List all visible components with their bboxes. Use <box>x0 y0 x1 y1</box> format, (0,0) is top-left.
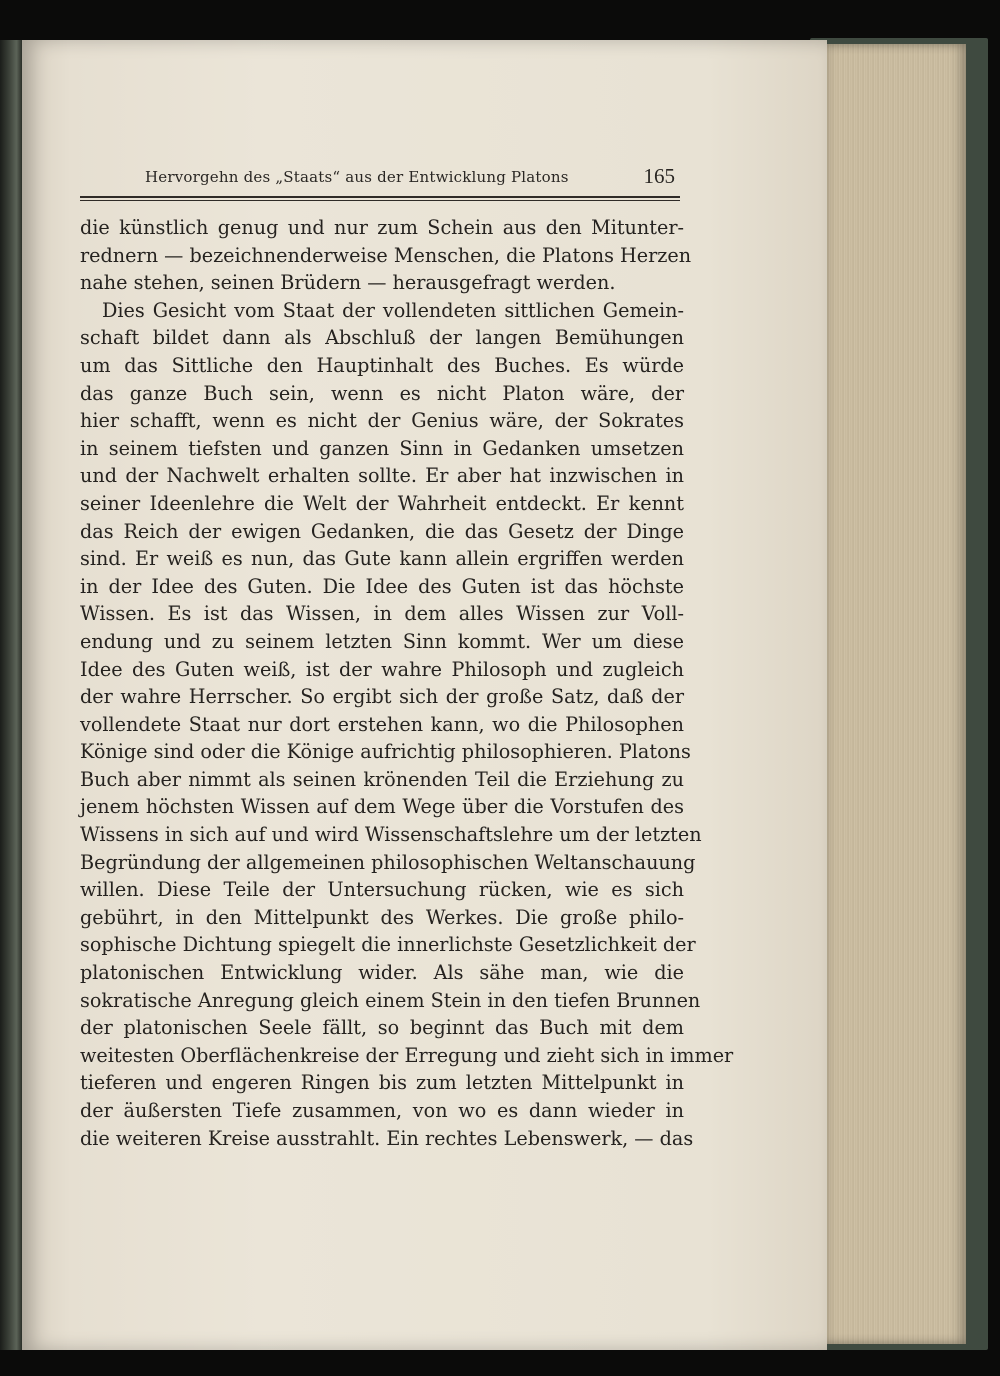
page-block-edges <box>820 44 966 1344</box>
text-line: tieferen und engeren Ringen bis zum letzten Mittelpunkt in <box>80 1071 684 1095</box>
header-rule <box>80 196 680 198</box>
text-line: der äußersten Tiefe zusammen, von wo es dann wieder in <box>80 1099 684 1122</box>
text-line: sophische Dichtung spiegelt die innerlichste Gesetzlichkeit der <box>80 933 696 957</box>
text-line: Wissen. Es ist das Wissen, in dem alles Wissen zur Voll- <box>80 602 684 626</box>
body-text <box>80 214 734 1152</box>
text-line: um das Sittliche den Hauptinhalt des Buches. Es würde <box>80 353 684 377</box>
text-line: die künstlich genug und nur zum Schein aus den Mitunter- <box>80 216 684 239</box>
left-page-edge <box>0 40 22 1350</box>
text-line: der wahre Herrscher. So ergibt sich der große Satz, daß der <box>80 685 684 709</box>
text-line: Dies Gesicht vom Staat der vollendeten sittlichen Gemein- <box>102 298 684 322</box>
text-line: das Reich der ewigen Gedanken, die das Gesetz der Dinge <box>80 519 684 543</box>
running-head-title: Hervorgehn des „Staats“ aus der Entwicklung Platons <box>145 168 569 186</box>
text-line: seiner Ideenlehre die Welt der Wahrheit entdeckt. Er kennt <box>80 491 684 515</box>
text-line: rednern — bezeichnenderweise Menschen, die Platons Herzen <box>80 243 692 267</box>
page-number: 165 <box>643 164 675 188</box>
text-line: das ganze Buch sein, wenn es nicht Platon wäre, der <box>80 381 684 405</box>
header-rule-thin <box>80 200 680 201</box>
text-line: sokratische Anregung gleich einem Stein in den tiefen Brunnen <box>80 988 701 1012</box>
text-line: Idee des Guten weiß, ist der wahre Philosoph und zugleich <box>80 657 684 681</box>
text-line: jenem höchsten Wissen auf dem Wege über die Vorstufen des <box>80 795 684 819</box>
text-line: gebührt, in den Mittelpunkt des Werkes. Die große philo- <box>80 905 684 929</box>
text-line: Buch aber nimmt als seinen krönenden Teil die Erziehung zu <box>80 767 684 791</box>
text-line: Könige sind oder die Könige aufrichtig philosophieren. Platons <box>80 740 691 764</box>
text-line: vollendete Staat nur dort erstehen kann, wo die Philosophen <box>80 712 684 736</box>
text-line: Wissens in sich auf und wird Wissenschaftslehre um der letzten <box>80 823 702 847</box>
text-line: und der Nachwelt erhalten sollte. Er aber hat inzwischen in <box>80 464 684 488</box>
text-line: die weiteren Kreise ausstrahlt. Ein rechtes Lebenswerk, — das <box>80 1126 694 1150</box>
text-line: weitesten Oberflächenkreise der Erregung und zieht sich in immer <box>80 1043 734 1067</box>
text-line: endung und zu seinem letzten Sinn kommt. Wer um diese <box>80 629 684 653</box>
text-line: Begründung der allgemeinen philosophischen Weltanschauung <box>80 850 696 874</box>
running-head <box>145 166 677 192</box>
text-line: schaft bildet dann als Abschluß der langen Bemühungen <box>80 326 684 350</box>
text-line: in seinem tiefsten und ganzen Sinn in Gedanken umsetzen <box>80 436 684 460</box>
text-line: der platonischen Seele fällt, so beginnt das Buch mit dem <box>80 1016 684 1040</box>
text-line: nahe stehen, seinen Brüdern — herausgefragt werden. <box>80 271 616 295</box>
text-line: in der Idee des Guten. Die Idee des Guten ist das höchste <box>80 574 684 598</box>
text-line: willen. Diese Teile der Untersuchung rücken, wie es sich <box>80 878 684 902</box>
text-line: platonischen Entwicklung wider. Als sähe man, wie die <box>80 961 684 985</box>
text-line: sind. Er weiß es nun, das Gute kann allein ergriffen werden <box>80 547 684 571</box>
text-line: hier schafft, wenn es nicht der Genius wäre, der Sokrates <box>80 409 684 433</box>
